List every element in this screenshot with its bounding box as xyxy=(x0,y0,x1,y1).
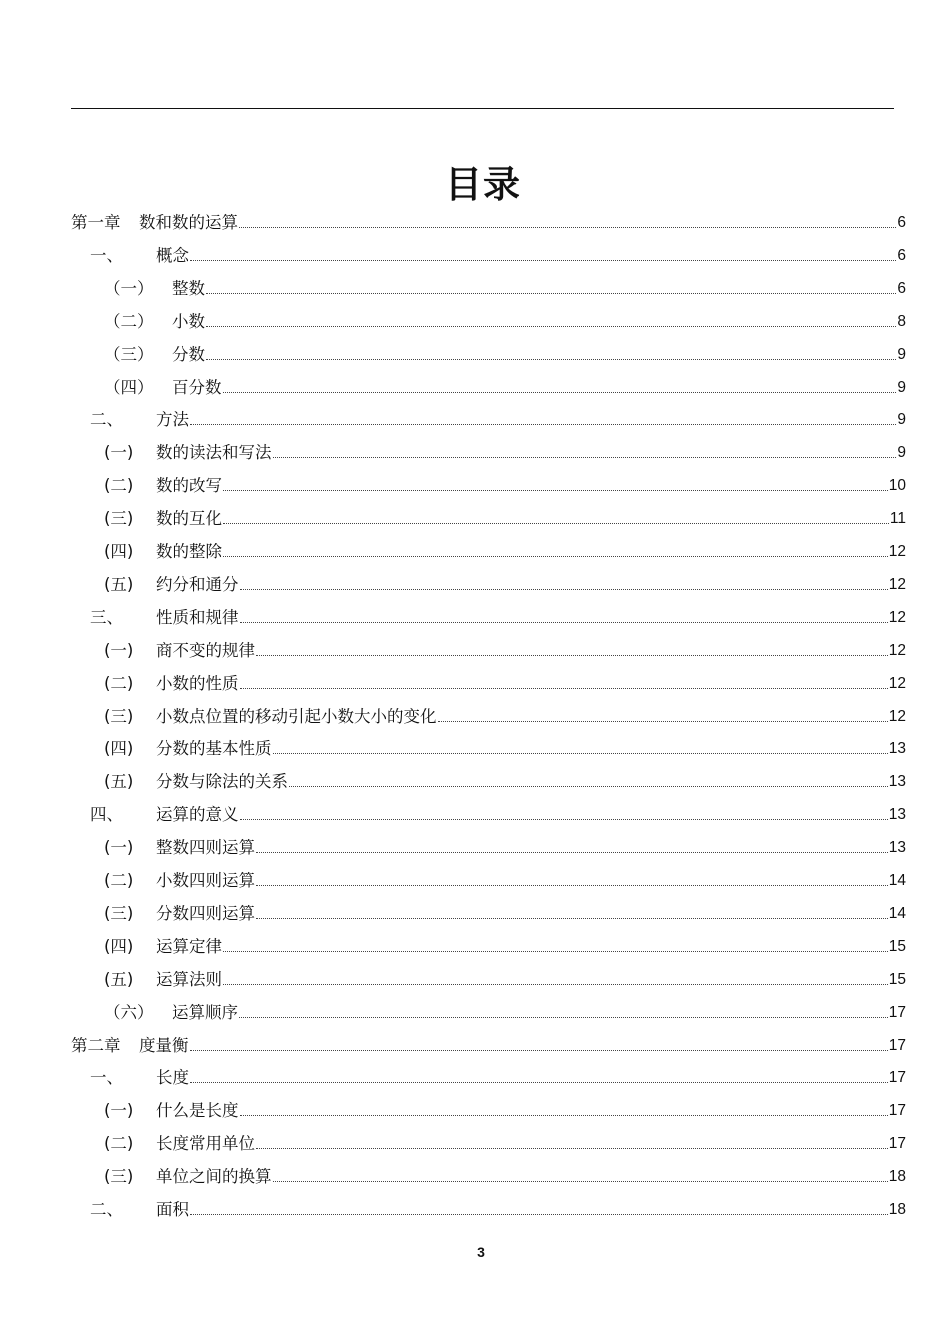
toc-entry-page: 13 xyxy=(888,806,906,824)
toc-entry-page: 13 xyxy=(888,773,906,791)
toc-entry-page: 18 xyxy=(888,1168,906,1186)
toc-entry[interactable] xyxy=(104,502,906,535)
toc-entry-title: 分数 xyxy=(172,344,205,364)
toc-dot-leader xyxy=(273,456,897,458)
toc-entry-title: 运算法则 xyxy=(156,969,222,989)
toc-dot-leader xyxy=(240,621,888,623)
toc-entry-number: (二) xyxy=(104,476,134,496)
toc-entry[interactable] xyxy=(104,1160,906,1193)
toc-entry-title: 小数 xyxy=(172,311,205,331)
toc-entry[interactable] xyxy=(104,963,906,996)
toc-dot-leader xyxy=(289,785,888,787)
toc-entry-number: (四) xyxy=(104,936,134,956)
toc-entry-number: (三) xyxy=(104,1167,134,1187)
toc-entry-title: 概念 xyxy=(156,245,189,265)
toc-entry-title: 数的改写 xyxy=(156,476,222,496)
toc-entry-page: 17 xyxy=(888,1003,906,1021)
toc-entry-title: 单位之间的换算 xyxy=(156,1167,272,1187)
page-number: 3 xyxy=(477,1244,485,1260)
toc-dot-leader xyxy=(273,1180,888,1182)
toc-entry-title: 小数的性质 xyxy=(156,673,239,693)
toc-entry[interactable] xyxy=(104,371,906,404)
toc-entry-title: 数和数的运算 xyxy=(139,213,238,232)
toc-entry[interactable] xyxy=(104,305,906,338)
toc-entry-title: 整数 xyxy=(172,278,205,298)
toc-entry-number: (五) xyxy=(104,969,134,989)
toc-entry-page: 14 xyxy=(888,872,906,889)
toc-entry[interactable] xyxy=(90,1193,906,1226)
toc-entry-number: 四、 xyxy=(90,805,123,825)
toc-entry-page: 12 xyxy=(888,641,906,659)
toc-entry-title: 运算顺序 xyxy=(172,1002,238,1022)
toc-entry[interactable] xyxy=(104,338,906,371)
toc-entry-number: 一、 xyxy=(90,1068,123,1088)
toc-entry-page: 9 xyxy=(897,345,906,363)
toc-entry-title: 分数四则运算 xyxy=(156,903,255,923)
toc-entry[interactable] xyxy=(104,996,906,1029)
toc-entry[interactable] xyxy=(104,634,906,667)
toc-dot-leader xyxy=(190,259,896,261)
toc-dot-leader xyxy=(223,391,897,393)
toc-entry[interactable] xyxy=(104,831,906,864)
toc-entry-page: 9 xyxy=(897,378,906,396)
toc-entry-page: 10 xyxy=(888,477,906,495)
toc-dot-leader xyxy=(206,292,896,294)
toc-entry-title: 性质和规律 xyxy=(156,607,239,627)
toc-dot-leader xyxy=(190,1049,888,1051)
toc-entry[interactable] xyxy=(104,765,906,798)
toc-dot-leader xyxy=(256,917,888,919)
toc-entry-number: 三、 xyxy=(90,607,123,627)
toc-entry-page: 8 xyxy=(897,312,906,330)
toc-entry[interactable] xyxy=(104,930,906,963)
toc-entry-title: 数的互化 xyxy=(156,509,222,529)
toc-dot-leader xyxy=(190,423,896,425)
toc-entry-number: （四） xyxy=(104,377,154,397)
toc-dot-leader xyxy=(240,818,888,820)
header-rule xyxy=(71,108,894,109)
toc-entry[interactable] xyxy=(90,1061,906,1094)
toc-entry-title: 运算定律 xyxy=(156,936,222,956)
toc-entry[interactable] xyxy=(104,568,906,601)
toc-entry-number: （六） xyxy=(104,1002,154,1022)
toc-entry-number: 第一章 xyxy=(71,213,121,232)
toc-entry-title: 商不变的规律 xyxy=(156,640,255,660)
toc-dot-leader xyxy=(240,588,888,590)
toc-entry[interactable] xyxy=(104,732,906,765)
toc-entry[interactable] xyxy=(104,1127,906,1160)
toc-entry-number: 二、 xyxy=(90,410,123,430)
toc-title: 目录 xyxy=(445,163,521,206)
toc-dot-leader xyxy=(239,226,896,228)
toc-entry-page: 6 xyxy=(897,246,906,264)
toc-entry-number: (五) xyxy=(104,574,134,594)
toc-dot-leader xyxy=(240,687,888,689)
toc-entry-title: 约分和通分 xyxy=(156,574,239,594)
toc-entry-title: 小数四则运算 xyxy=(156,871,255,890)
toc-entry[interactable] xyxy=(104,272,906,305)
toc-entry-title: 度量衡 xyxy=(139,1035,189,1055)
toc-dot-leader xyxy=(190,1213,888,1215)
toc-entry-title: 百分数 xyxy=(172,377,222,397)
toc-entry-page: 18 xyxy=(888,1201,906,1218)
toc-entry-title: 数的读法和写法 xyxy=(156,443,272,463)
toc-entry[interactable] xyxy=(90,403,906,436)
toc-dot-leader xyxy=(223,522,889,524)
toc-entry-page: 13 xyxy=(888,839,906,857)
toc-entry-page: 13 xyxy=(888,740,906,758)
toc-entry[interactable] xyxy=(90,601,906,634)
toc-entry-number: (三) xyxy=(104,903,134,923)
toc-dot-leader xyxy=(223,555,888,557)
toc-entry-number: (一) xyxy=(104,640,134,660)
toc-dot-leader xyxy=(206,325,896,327)
toc-entry[interactable] xyxy=(104,436,906,469)
toc-entry-number: 一、 xyxy=(90,245,123,265)
toc-dot-leader xyxy=(256,654,888,656)
toc-entry-page: 11 xyxy=(889,510,906,528)
toc-entry-title: 运算的意义 xyxy=(156,805,239,825)
toc-dot-leader xyxy=(239,1016,888,1018)
toc-entry-title: 分数与除法的关系 xyxy=(156,772,288,792)
toc-entry-number: （一） xyxy=(104,278,154,298)
toc-entry-number: 二、 xyxy=(90,1200,123,1219)
toc-dot-leader xyxy=(256,1147,888,1149)
toc-dot-leader xyxy=(206,358,896,360)
toc-dot-leader xyxy=(256,851,888,853)
toc-entry-title: 长度 xyxy=(156,1068,189,1088)
toc-entry-page: 15 xyxy=(888,937,906,955)
toc-entry-page: 6 xyxy=(897,279,906,297)
toc-dot-leader xyxy=(273,752,888,754)
toc-dot-leader xyxy=(223,950,888,952)
toc-entry-page: 12 xyxy=(888,674,906,692)
toc-entry-number: （三） xyxy=(104,344,154,364)
toc-dot-leader xyxy=(256,884,888,886)
toc-entry-number: (四) xyxy=(104,542,134,561)
toc-entry-number: (二) xyxy=(104,1134,134,1154)
toc-entry-page: 9 xyxy=(897,444,906,462)
toc-entry-title: 长度常用单位 xyxy=(156,1134,255,1154)
toc-entry-title: 方法 xyxy=(156,410,189,430)
toc-entry[interactable] xyxy=(90,798,906,831)
toc-dot-leader xyxy=(190,1081,888,1083)
toc-entry-number: (三) xyxy=(104,706,134,726)
toc-entry-title: 什么是长度 xyxy=(156,1101,239,1121)
toc-dot-leader xyxy=(223,983,888,985)
toc-entry-page: 17 xyxy=(888,1135,906,1153)
toc-entry-page: 6 xyxy=(897,214,906,231)
toc-entry-title: 面积 xyxy=(156,1200,189,1219)
toc-entry-page: 12 xyxy=(888,707,906,725)
toc-entry[interactable] xyxy=(104,700,906,733)
toc-entry-title: 小数点位置的移动引起小数大小的变化 xyxy=(156,706,437,726)
toc-entry-number: (二) xyxy=(104,673,134,693)
toc-entry-page: 12 xyxy=(888,608,906,626)
toc-entry-page: 17 xyxy=(888,1069,906,1087)
toc-entry[interactable] xyxy=(104,897,906,930)
toc-entry[interactable] xyxy=(90,239,906,272)
toc-entry-number: (一) xyxy=(104,1101,134,1121)
toc-entry-number: (一) xyxy=(104,443,134,463)
toc-entry-number: (四) xyxy=(104,739,134,759)
toc-dot-leader xyxy=(223,489,888,491)
toc-entry-page: 12 xyxy=(888,575,906,593)
toc-entry-page: 9 xyxy=(897,411,906,429)
toc-entry-title: 数的整除 xyxy=(156,542,222,561)
toc-entry[interactable] xyxy=(71,1029,906,1062)
toc-entry-title: 整数四则运算 xyxy=(156,838,255,858)
toc-entry-page: 14 xyxy=(888,904,906,922)
toc-entry-number: (三) xyxy=(104,509,134,529)
toc-entry-number: (一) xyxy=(104,838,134,858)
toc-entry-page: 17 xyxy=(888,1102,906,1120)
toc-entry-page: 12 xyxy=(888,543,906,560)
toc-dot-leader xyxy=(438,720,888,722)
toc-entry-page: 17 xyxy=(888,1036,906,1054)
toc-entry[interactable] xyxy=(104,1094,906,1127)
toc-entry[interactable] xyxy=(71,206,906,239)
toc-entry-number: 第二章 xyxy=(71,1035,121,1055)
toc-dot-leader xyxy=(240,1114,888,1116)
toc-entry[interactable] xyxy=(104,535,906,568)
toc-entry[interactable] xyxy=(104,667,906,700)
toc-entry[interactable] xyxy=(104,864,906,897)
toc-entry-title: 分数的基本性质 xyxy=(156,739,272,759)
toc-entry-number: (五) xyxy=(104,772,134,792)
toc-entry[interactable] xyxy=(104,469,906,502)
toc-entry-number: （二） xyxy=(104,311,154,331)
toc-entry-number: (二) xyxy=(104,871,134,890)
toc-entry-page: 15 xyxy=(888,970,906,988)
